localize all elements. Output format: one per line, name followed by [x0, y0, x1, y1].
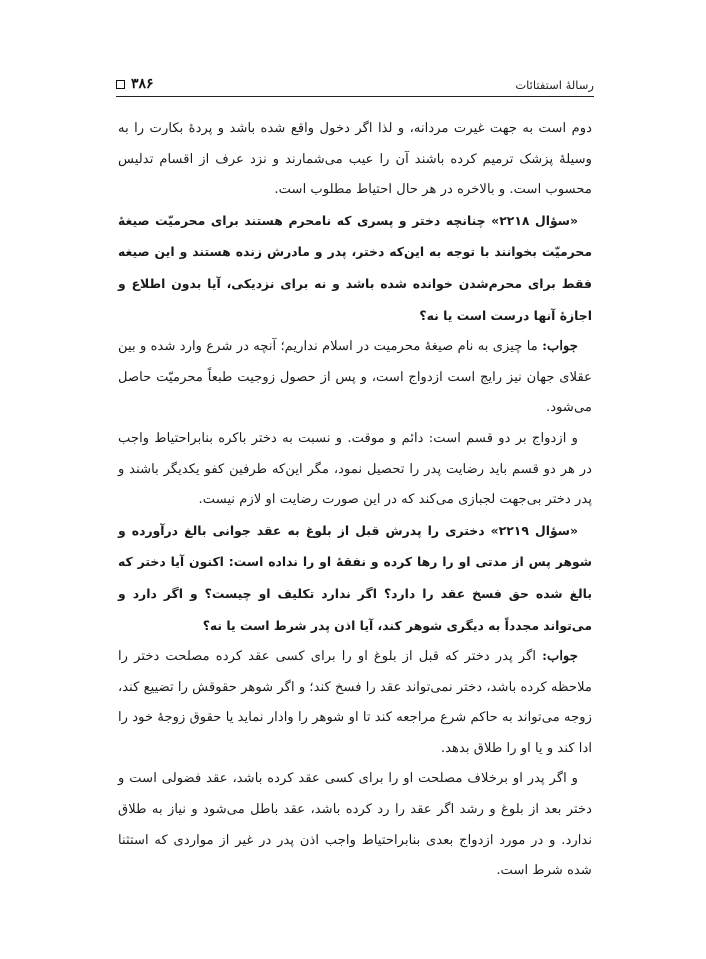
question-2219	[118, 516, 592, 642]
answer-label: جواب:	[542, 339, 578, 355]
continued-paragraph	[118, 114, 592, 206]
answer-text: اگر پدر دختر که قبل از بلوغ او را برای کسی عقد کرده مصلحت دختر را ملاحظه کرده باشد، دختر نمی‌تواند عقد را فسخ کند؛ و اگر شوهر حقوقش را تضییع کند، زوجه می‌تواند به حاکم شرع مراجعه کند تا او شوهر را وادار نماید یا حقوق زوجهٔ خود را ادا کند و یا او را طلاق بدهد.	[118, 649, 592, 756]
question-label: «سؤال ۲۲۱۹»	[490, 522, 578, 538]
answer-label: جواب:	[542, 649, 578, 665]
paragraph-text: و ازدواج بر دو قسم است: دائم و موقت. و نسبت به دختر باکره بنابراحتیاط واجب در هر دو قسم باید رضایت پدر را تحصیل نمود، مگر این‌که طرفین کفو یکدیگر باشند و پدر دختر بی‌جهت لجبازی می‌کند که در این صورت رضایت او لازم نیست.	[118, 430, 592, 508]
header-page-number-group	[116, 76, 154, 92]
question-label: «سؤال ۲۲۱۸»	[491, 212, 578, 228]
square-bullet-icon	[116, 80, 125, 89]
running-title: رسالهٔ استفتائات	[515, 78, 594, 92]
answer-2218	[118, 332, 592, 424]
question-2218	[118, 206, 592, 332]
page-header	[116, 74, 594, 97]
answer-2218-continued	[118, 424, 592, 516]
answer-2219	[118, 642, 592, 764]
page-number: ۳۸۶	[131, 76, 154, 92]
question-text: چنانچه دختر و پسری که نامحرم هستند برای محرمیّت صیغهٔ محرمیّت بخوانند با توجه به این‌که دختر، پدر و مادرش زنده هستند و این صیغه فقط برای محرم‌شدن خوانده شده باشد و نه برای نزدیکی، آیا بدون اطلاع و اجازهٔ آنها درست است یا نه؟	[118, 212, 592, 323]
paragraph-text: و اگر پدر او برخلاف مصلحت او را برای کسی عقد کرده باشد، عقد فضولی است و دختر بعد از بلوغ و رشد اگر عقد را رد کرده باشد، عقد باطل می‌شود و نیاز به طلاق ندارد. و در مورد ازدواج بعدی بنابراحتیاط واجب اذن پدر در غیر از مواردی که استثنا شده شرط است.	[118, 771, 592, 879]
answer-text: ما چیزی به نام صیغهٔ محرمیت در اسلام نداریم؛ آنچه در شرع وارد شده و بین عقلای جهان نیز رایج است ازدواج است، و پس از حصول زوجیت طبعاً محرمیّت حاصل می‌شود.	[118, 339, 592, 416]
paragraph-text: دوم است به جهت غیرت مردانه، و لذا اگر دخول واقع شده باشد و پردهٔ بکارت را به وسیلهٔ پزشک ترمیم کرده باشند آن را عیب می‌شمارند و نزد عرف از اقسام تدلیس محسوب است. و بالاخره در هر حال احتیاط مطلوب است.	[118, 121, 592, 198]
answer-2219-continued	[118, 764, 592, 886]
page-body	[118, 114, 592, 887]
question-text: دختری را پدرش قبل از بلوغ به عقد جوانی بالغ درآورده و شوهر پس از مدتی او را رها کرده و نفقهٔ او را نداده است: اکنون آیا دختر که بالغ شده حق فسخ عقد را دارد؟ اگر ندارد تکلیف او چیست؟ و اگر دارد و می‌تواند مجدداً به دیگری شوهر کند، آیا اذن پدر شرط است یا نه؟	[118, 522, 592, 633]
